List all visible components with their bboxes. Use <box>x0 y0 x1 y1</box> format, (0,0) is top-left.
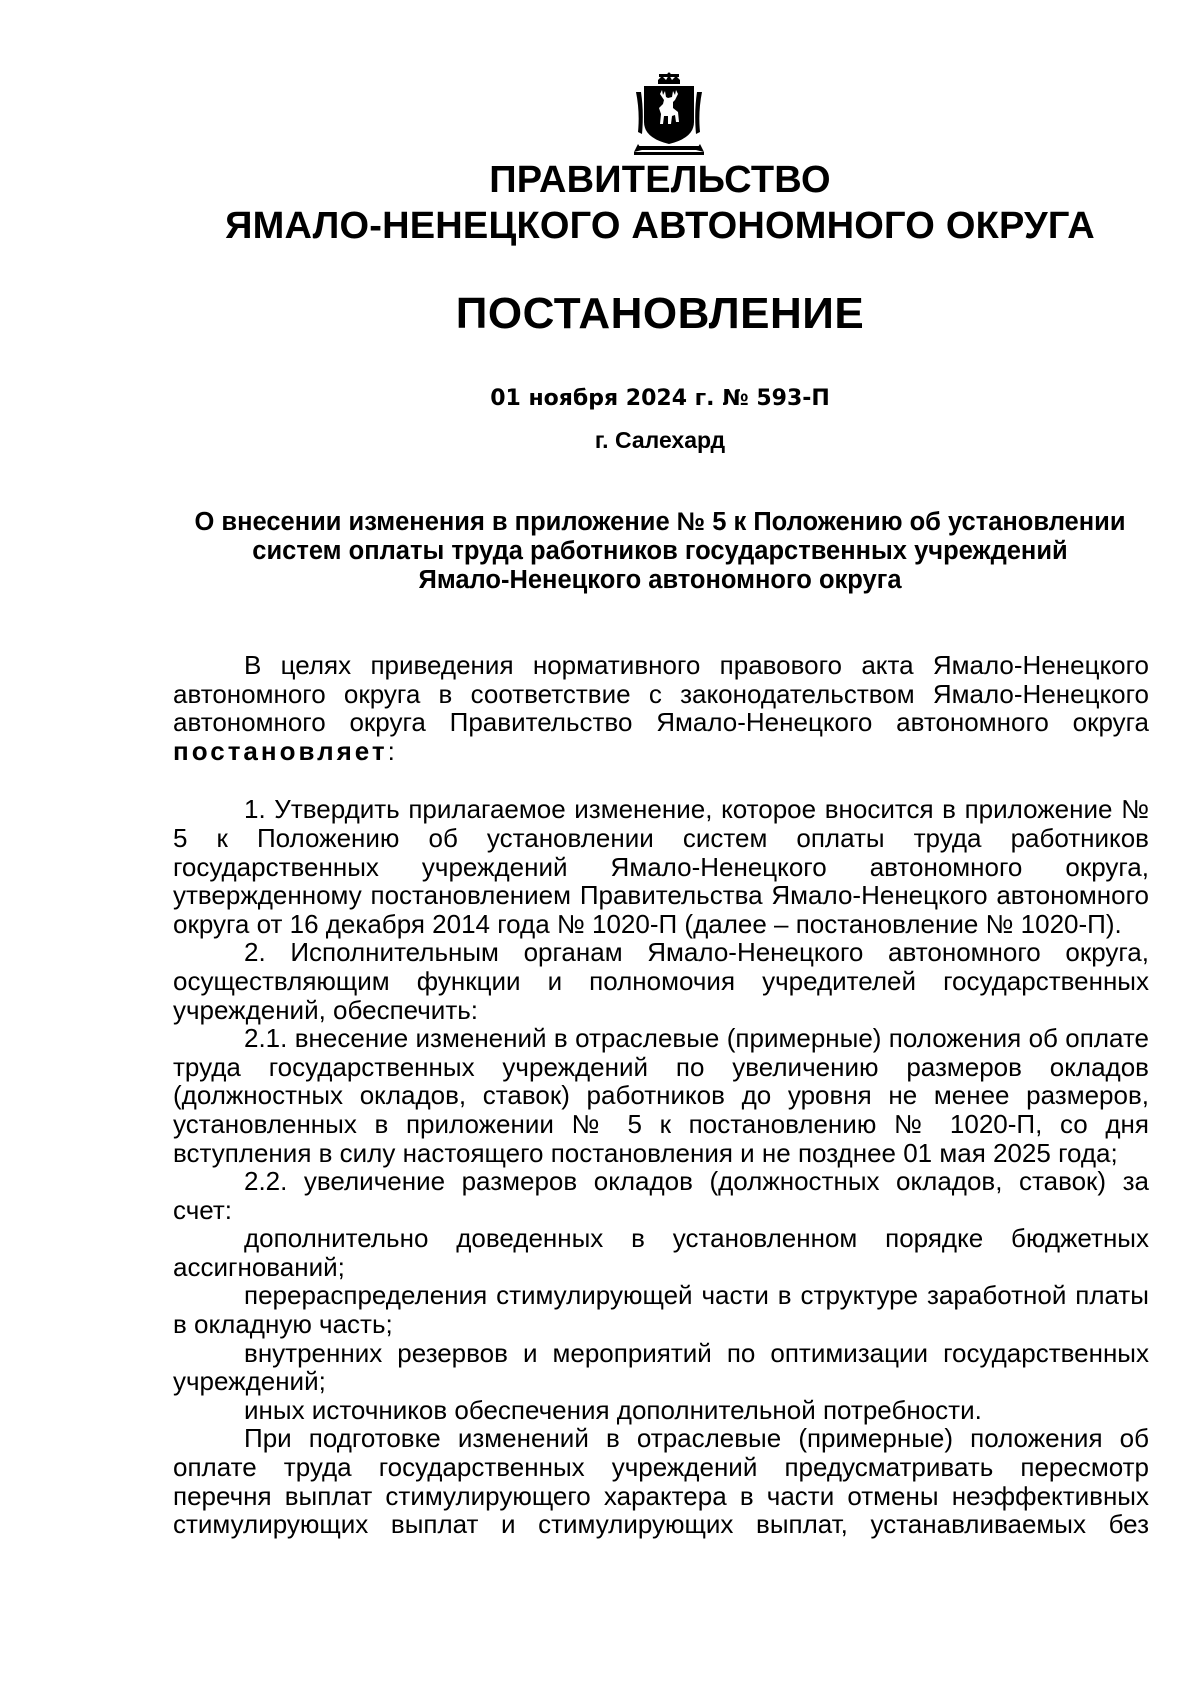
subject-line-2: систем оплаты труда работников государственных учреждений <box>252 537 1068 565</box>
preamble-keyword: постановляет <box>173 735 388 766</box>
decree-city: г. Салехард <box>594 427 726 453</box>
paragraph-1: 1. Утвердить прилагаемое изменение, которое вносится в приложение № 5 к Положению об установлении систем оплаты труда работников государственных учреждений Ямало-Ненецкого автономного округа, утвержденному постановлением Правительства Ямало-Ненецкого автономного округа от 16 декабря 2014 года № 1020-П (далее – постановление № 1020-П). <box>173 794 1149 939</box>
list-item-a: дополнительно доведенных в установленном порядке бюджетных ассигнований; <box>173 1223 1149 1282</box>
paragraph-2: 2. Исполнительным органам Ямало-Ненецкого автономного округа, осуществляющим функции и полномочия учредителей государственных учреждений, обеспечить: <box>173 937 1149 1025</box>
preamble-text: В целях приведения нормативного правового акта Ямало-Ненецкого автономного округа в соответствие с законодательством Ямало-Ненецкого автономного округа Правительство Ямало-Ненецкого автономного округа <box>173 650 1149 738</box>
paragraph-2-1: 2.1. внесение изменений в отраслевые (примерные) положения об оплате труда государственных учреждений по увеличению размеров окладов (должностных окладов, ставок) работников до уровня не менее размеров, установленных в приложении № 5 к постановлению № 1020-П, со дня вступления в силу настоящего постановления и не позднее 01 мая 2025 года; <box>173 1023 1149 1168</box>
list-item-c: внутренних резервов и мероприятий по оптимизации государственных учреждений; <box>173 1337 1149 1397</box>
preamble-paragraph <box>173 651 1149 765</box>
list-item-d: иных источников обеспечения дополнительной потребности. <box>244 1394 982 1425</box>
preamble-end: : <box>387 735 395 766</box>
subject-line-3: Ямало-Ненецкого автономного округа <box>418 566 902 594</box>
subject-line-1: О внесении изменения в приложение № 5 к Положению об установлении <box>194 508 1126 536</box>
paragraph-last: При подготовке изменений в отраслевые (примерные) положения об оплате труда государственных учреждений предусматривать пересмотр перечня выплат стимулирующего характера в части отмены неэффективных стимулирующих выплат и стимулирующих выплат, устанавливаемых без <box>173 1423 1149 1540</box>
government-title-line2: ЯМАЛО-НЕНЕЦКОГО АВТОНОМНОГО ОКРУГА <box>225 205 1095 247</box>
coat-of-arms-emblem <box>632 72 706 158</box>
government-title-line1: ПРАВИТЕЛЬСТВО <box>489 159 831 201</box>
document-type-title: ПОСТАНОВЛЕНИЕ <box>455 289 865 338</box>
decree-subject <box>174 508 1146 595</box>
list-item-b: перераспределения стимулирующей части в структуре заработной платы в окладную часть; <box>173 1280 1149 1340</box>
paragraph-2-2: 2.2. увеличение размеров окладов (должностных окладов, ставок) за счет: <box>173 1166 1149 1225</box>
decree-date-number: 01 ноября 2024 г. № 593-П <box>490 386 830 411</box>
decree-body <box>173 651 1149 1539</box>
